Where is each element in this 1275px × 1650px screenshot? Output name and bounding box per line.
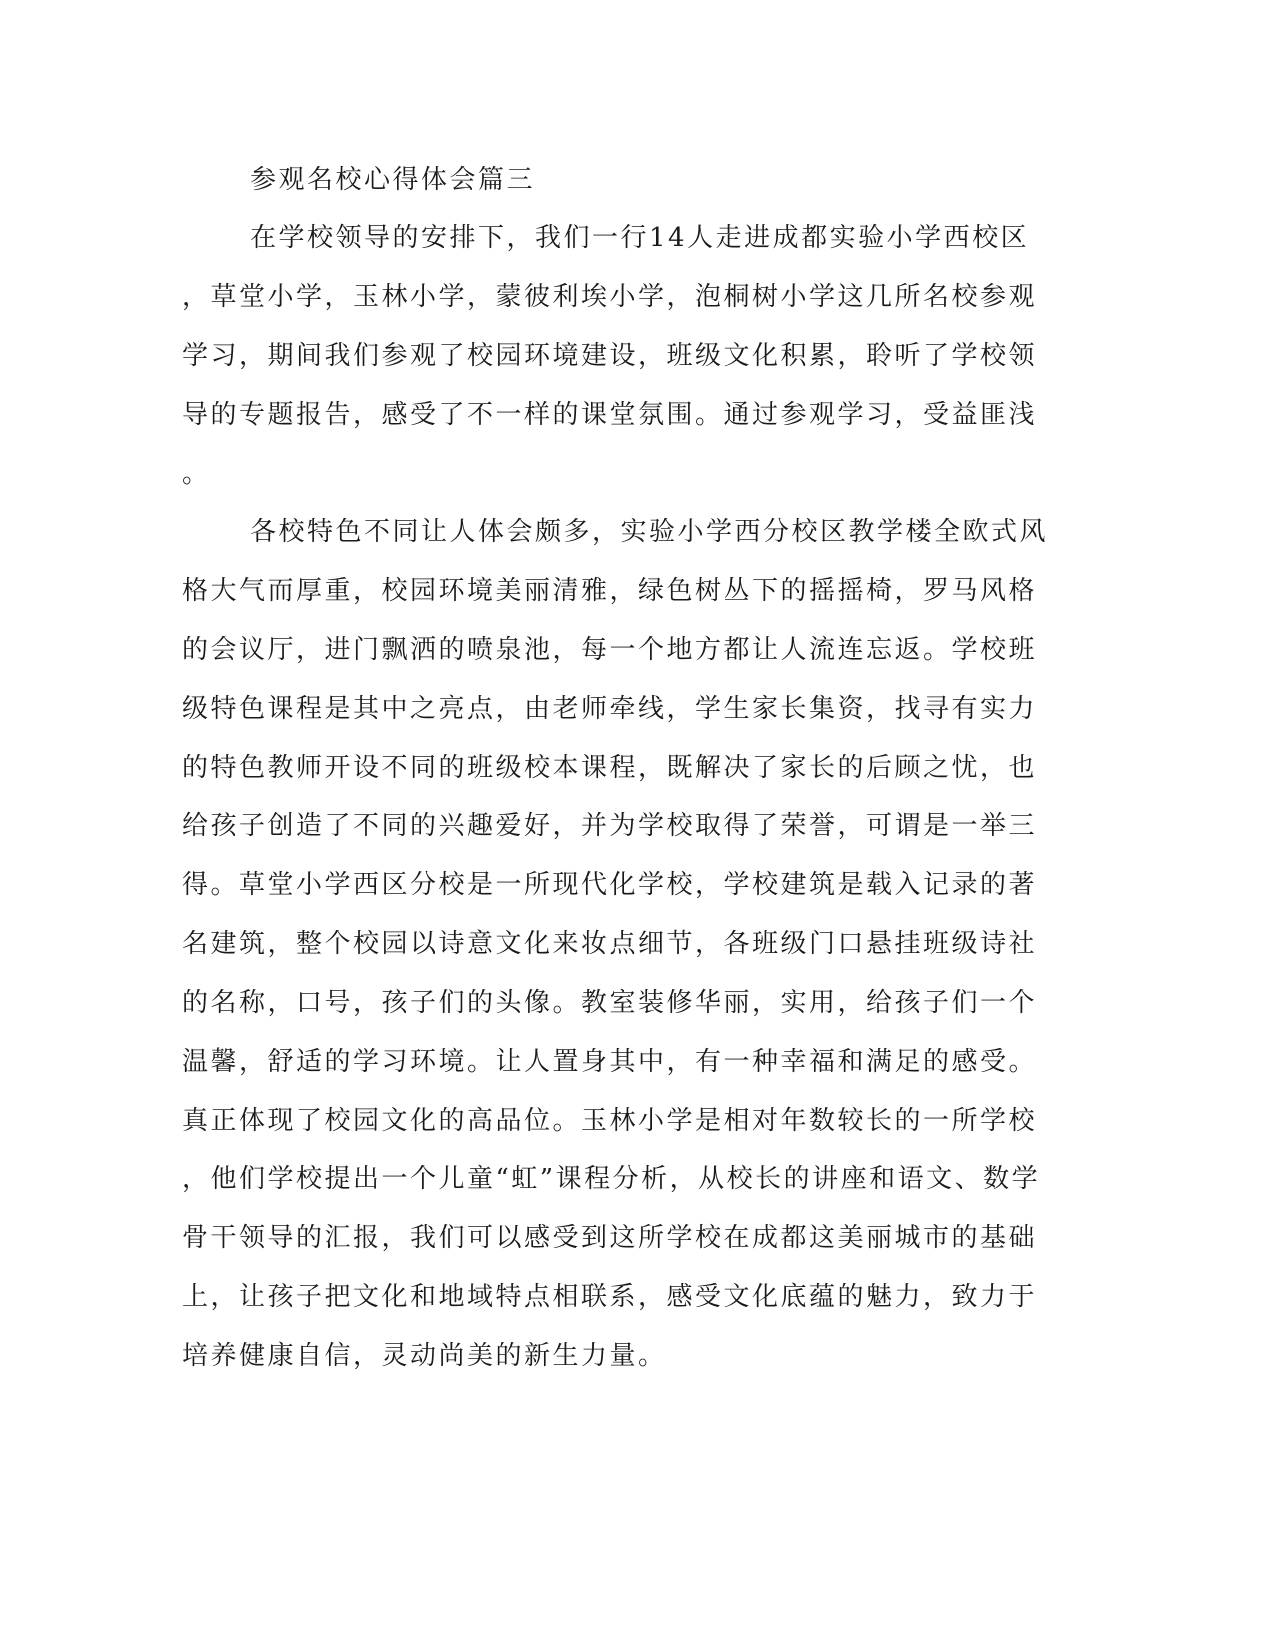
paragraph-2-line-12: ，他们学校提出一个儿童“虹”课程分析，从校长的讲座和语文、数学 <box>182 1164 1041 1194</box>
paragraph-2-line-8: 名建筑，整个校园以诗意文化来妆点细节，各班级门口悬挂班级诗社 <box>182 929 1038 959</box>
paragraph-2-line-1: 各校特色不同让人体会颇多，实验小学西分校区教学楼全欧式风 <box>250 517 1049 547</box>
paragraph-1-line-4: 导的专题报告，感受了不一样的课堂氛围。通过参观学习，受益匪浅 <box>182 400 1038 430</box>
document-title: 参观名校心得体会篇三 <box>250 165 536 195</box>
paragraph-2-line-4: 级特色课程是其中之亮点，由老师牵线，学生家长集资，找寻有实力 <box>182 694 1038 724</box>
paragraph-1-line-5: 。 <box>182 459 211 489</box>
paragraph-2-line-13: 骨干领导的汇报，我们可以感受到这所学校在成都这美丽城市的基础 <box>182 1223 1038 1253</box>
paragraph-2-line-15: 培养健康自信，灵动尚美的新生力量。 <box>182 1341 667 1371</box>
paragraph-2-line-9: 的名称，口号，孩子们的头像。教室装修华丽，实用，给孩子们一个 <box>182 988 1038 1018</box>
paragraph-2-line-10: 温馨，舒适的学习环境。让人置身其中，有一种幸福和满足的感受。 <box>182 1047 1038 1077</box>
paragraph-2-line-5: 的特色教师开设不同的班级校本课程，既解决了家长的后顾之忧，也 <box>182 753 1038 783</box>
paragraph-2-line-2: 格大气而厚重，校园环境美丽清雅，绿色树丛下的摇摇椅，罗马风格 <box>182 576 1038 606</box>
paragraph-2-line-7: 得。草堂小学西区分校是一所现代化学校，学校建筑是载入记录的著 <box>182 870 1038 900</box>
paragraph-2-line-14: 上，让孩子把文化和地域特点相联系，感受文化底蕴的魅力，致力于 <box>182 1282 1038 1312</box>
paragraph-2-line-11: 真正体现了校园文化的高品位。玉林小学是相对年数较长的一所学校 <box>182 1106 1038 1136</box>
paragraph-1-line-3: 学习，期间我们参观了校园环境建设，班级文化积累，聆听了学校领 <box>182 341 1038 371</box>
paragraph-1-line-2: ，草堂小学，玉林小学，蒙彼利埃小学，泡桐树小学这几所名校参观 <box>182 282 1038 312</box>
paragraph-2-line-3: 的会议厅，进门飘洒的喷泉池，每一个地方都让人流连忘返。学校班 <box>182 635 1038 665</box>
paragraph-2-line-6: 给孩子创造了不同的兴趣爱好，并为学校取得了荣誉，可谓是一举三 <box>182 811 1038 841</box>
paragraph-1-line-1: 在学校领导的安排下，我们一行14人走进成都实验小学西校区 <box>250 223 1030 253</box>
